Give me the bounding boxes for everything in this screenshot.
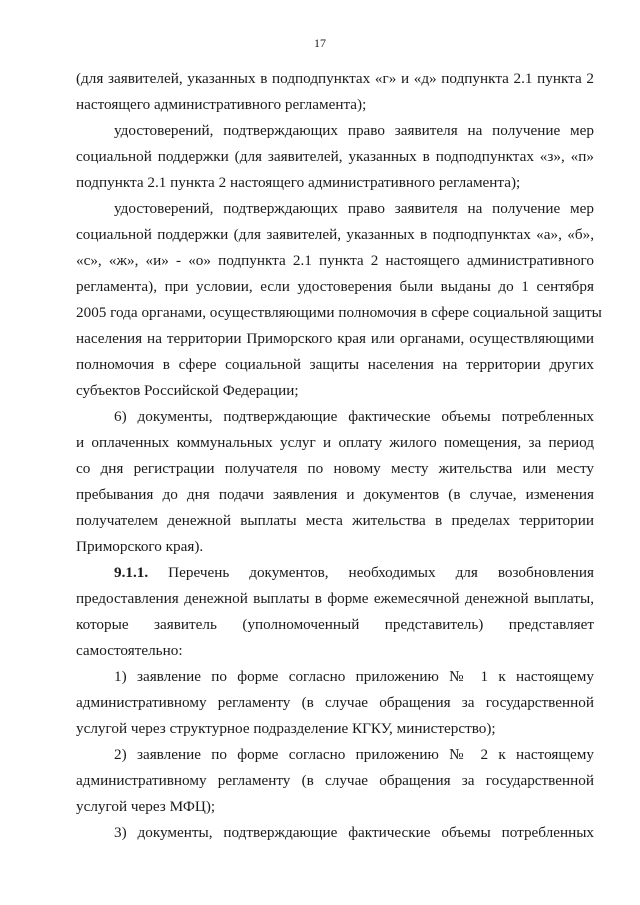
line-text: субъектов Российской Федерации;	[76, 382, 299, 399]
text-line	[76, 690, 594, 716]
paragraph	[76, 196, 602, 404]
text-line	[76, 352, 594, 378]
text-line	[76, 508, 594, 534]
line-text: социальной поддержки (для заявителей, указанных в подподпунктах «а», «б»,	[76, 226, 594, 243]
line-text: удостоверений, подтверждающих право заявителя на получение мер	[114, 200, 594, 217]
text-line	[76, 482, 594, 508]
page-number: 17	[314, 36, 326, 50]
line-text: административному регламенту (в случае обращения за государственной	[76, 694, 594, 711]
text-line	[76, 794, 594, 820]
line-text: административному регламенту (в случае обращения за государственной	[76, 772, 594, 789]
line-text: населения на территории Приморского края или органами, осуществляющими	[76, 330, 594, 347]
line-text: регламента), при условии, если удостоверения были выданы до 1 сентября	[76, 278, 594, 295]
text-line	[76, 742, 594, 768]
text-line	[76, 222, 594, 248]
line-text: со дня регистрации получателя по новому месту жительства или месту	[76, 460, 594, 477]
paragraph	[76, 820, 594, 846]
line-text: Перечень документов, необходимых для возобновления	[148, 564, 594, 581]
line-text: Приморского края).	[76, 538, 204, 555]
paragraph	[76, 664, 594, 742]
line-text: пребывания до дня подачи заявления и документов (в случае, изменения	[76, 486, 594, 503]
text-line	[76, 274, 594, 300]
line-text: 3) документы, подтверждающие фактические объемы потребленных	[114, 824, 594, 841]
text-line	[76, 716, 594, 742]
text-line	[76, 768, 594, 794]
section-number: 9.1.1.	[114, 564, 149, 581]
text-line	[76, 196, 594, 222]
paragraph	[76, 742, 594, 820]
text-line	[76, 456, 594, 482]
document-body	[76, 66, 602, 846]
line-text: «с», «ж», «и» - «о» подпункта 2.1 пункта 2 настоящего административного	[76, 252, 594, 269]
line-text: самостоятельно:	[76, 642, 183, 659]
text-line	[76, 66, 594, 92]
line-text: подпункта 2.1 пункта 2 настоящего административного регламента);	[76, 174, 521, 191]
line-text: 6) документы, подтверждающие фактические объемы потребленных	[114, 408, 594, 425]
line-text: услугой через МФЦ);	[76, 798, 216, 815]
text-line	[76, 638, 594, 664]
text-line	[76, 664, 594, 690]
paragraph	[76, 560, 594, 664]
line-text: которые заявитель (уполномоченный представитель) представляет	[76, 616, 594, 633]
text-line	[76, 586, 594, 612]
paragraph	[76, 118, 594, 196]
line-text: удостоверений, подтверждающих право заявителя на получение мер	[114, 122, 594, 139]
text-line	[76, 118, 594, 144]
text-line	[76, 144, 594, 170]
text-line	[76, 560, 594, 586]
line-text: полномочия в сфере социальной защиты населения на территории других	[76, 356, 594, 373]
text-line	[76, 612, 594, 638]
line-text: социальной поддержки (для заявителей, указанных в подподпунктах «з», «п»	[76, 148, 594, 165]
line-text: 1) заявление по форме согласно приложению № 1 к настоящему	[114, 668, 594, 685]
line-text: предоставления денежной выплаты в форме ежемесячной денежной выплаты,	[76, 590, 594, 607]
text-line	[76, 378, 594, 404]
line-text: (для заявителей, указанных в подподпунктах «г» и «д» подпункта 2.1 пункта 2	[76, 70, 594, 87]
line-text: настоящего административного регламента);	[76, 96, 367, 113]
text-line	[76, 404, 594, 430]
paragraph	[76, 66, 594, 118]
line-text: услугой через структурное подразделение КГКУ, министерство);	[76, 720, 496, 737]
line-text: 2005 года органами, осуществляющими полномочия в сфере социальной защиты	[76, 304, 602, 321]
line-text: и оплаченных коммунальных услуг и оплату жилого помещения, за период	[76, 434, 594, 451]
text-line	[76, 534, 594, 560]
paragraph	[76, 404, 594, 560]
text-line	[76, 248, 594, 274]
line-text: получателем денежной выплаты места жительства в пределах территории	[76, 512, 594, 529]
text-line	[76, 430, 594, 456]
text-line	[76, 92, 594, 118]
text-line	[76, 326, 594, 352]
text-line	[76, 300, 602, 326]
text-line	[76, 820, 594, 846]
line-text: 2) заявление по форме согласно приложению № 2 к настоящему	[114, 746, 594, 763]
text-line	[76, 170, 594, 196]
